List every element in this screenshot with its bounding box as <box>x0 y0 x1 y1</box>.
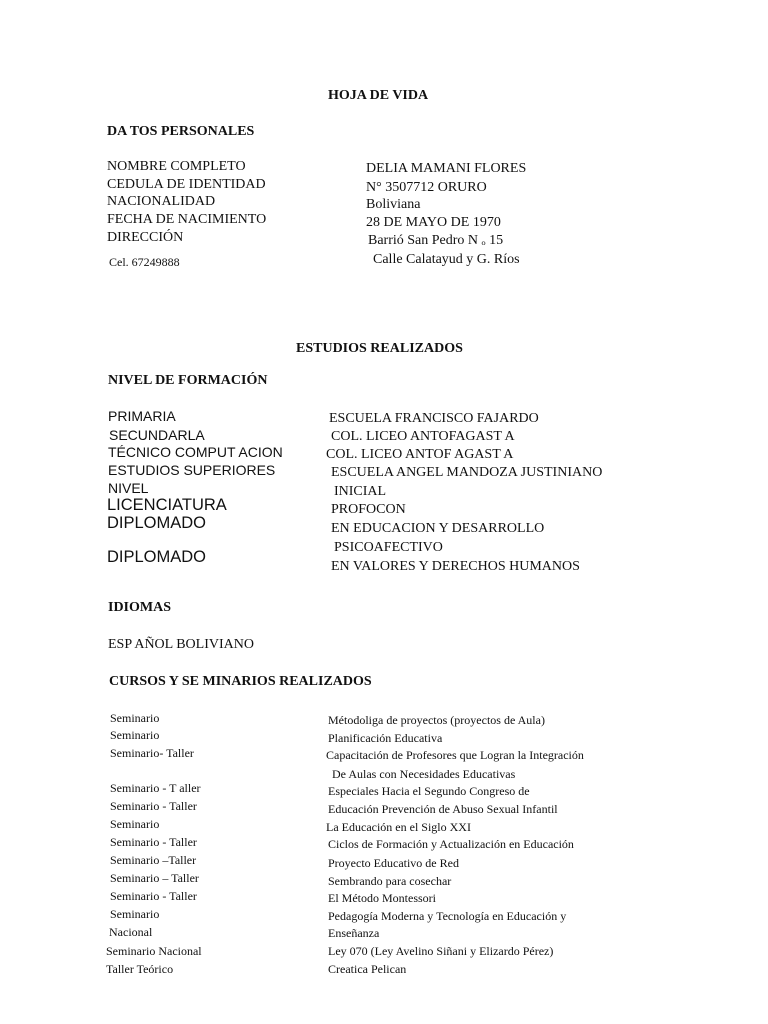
course-topic: Especiales Hacia el Segundo Congreso de <box>328 784 530 798</box>
level-item: ESTUDIOS SUPERIORES <box>108 462 276 478</box>
institution-item: PROFOCON <box>331 502 406 517</box>
label-nombre: NOMBRE COMPLETO <box>107 159 246 174</box>
course-type: Seminario Nacional <box>106 944 202 958</box>
value-direccion-1: Barrió San Pedro N ₒ 15 <box>368 233 504 248</box>
course-topic: De Aulas con Necesidades Educativas <box>332 767 516 781</box>
level-item: SECUNDARLA <box>109 427 205 443</box>
institution-item: ESCUELA ANGEL MANDOZA JUSTINIANO <box>331 465 603 480</box>
personal-heading: DA TOS PERSONALES <box>107 124 255 139</box>
course-type: Seminario <box>110 817 160 831</box>
course-topic: Métodoliga de proyectos (proyectos de Aula) <box>328 713 545 727</box>
studies-heading: ESTUDIOS REALIZADOS <box>296 341 463 356</box>
institution-item: EN VALORES Y DERECHOS HUMANOS <box>331 559 580 574</box>
course-type: Seminario – Taller <box>110 871 199 885</box>
value-fecha: 28 DE MAYO DE 1970 <box>366 215 501 230</box>
label-fecha: FECHA DE NACIMIENTO <box>107 212 267 227</box>
course-topic: Planificación Educativa <box>328 731 443 745</box>
level-item: TÉCNICO COMPUT ACION <box>108 444 283 460</box>
label-direccion: DIRECCIÓN <box>107 230 184 245</box>
level-item: NIVEL <box>108 480 149 496</box>
course-topic: Ley 070 (Ley Avelino Siñani y Elizardo Pérez) <box>328 944 554 958</box>
institution-item: PSICOAFECTIVO <box>334 540 443 555</box>
course-topic: Capacitación de Profesores que Logran la Integración <box>326 748 584 762</box>
course-topic: Creatica Pelican <box>328 962 407 976</box>
course-type: Seminario <box>110 711 160 725</box>
level-item: PRIMARIA <box>108 408 176 424</box>
value-nacionalidad: Boliviana <box>366 197 421 212</box>
course-topic: El Método Montessori <box>328 891 436 905</box>
course-topic: Sembrando para cosechar <box>328 874 452 888</box>
course-type: Seminario <box>110 907 160 921</box>
course-type: Seminario - Taller <box>110 835 197 849</box>
level-item: LICENCIATURA <box>107 496 227 514</box>
course-type: Taller Teórico <box>106 962 174 976</box>
level-item: DIPLOMADO <box>107 514 207 532</box>
institution-item: ESCUELA FRANCISCO FAJARDO <box>329 411 539 426</box>
course-type: Seminario –Taller <box>110 853 197 867</box>
value-cedula: N° 3507712 ORURO <box>366 180 487 195</box>
institution-item: EN EDUCACION Y DESARROLLO <box>331 521 545 536</box>
course-topic: Pedagogía Moderna y Tecnología en Educación y <box>328 909 567 923</box>
institution-item: INICIAL <box>334 484 387 499</box>
course-type: Seminario- Taller <box>110 746 194 760</box>
value-direccion-2: Calle Calatayud y G. Ríos <box>373 252 520 267</box>
course-type: Seminario <box>110 728 160 742</box>
institution-item: COL. LICEO ANTOF AGAST A <box>326 447 514 462</box>
studies-subheading: NIVEL DE FORMACIÓN <box>108 373 268 388</box>
label-cedula: CEDULA DE IDENTIDAD <box>107 177 266 192</box>
course-type: Seminario - T aller <box>110 781 201 795</box>
course-topic: Enseñanza <box>328 926 380 940</box>
courses-heading: CURSOS Y SE MINARIOS REALIZADOS <box>109 674 372 689</box>
course-type: Seminario - Taller <box>110 799 197 813</box>
value-nombre: DELIA MAMANI FLORES <box>366 161 527 176</box>
course-type: Nacional <box>109 925 153 939</box>
label-nacionalidad: NACIONALIDAD <box>107 194 216 209</box>
languages-value: ESP AÑOL BOLIVIANO <box>108 637 254 652</box>
institution-item: COL. LICEO ANTOFAGAST A <box>331 429 515 444</box>
course-topic: Ciclos de Formación y Actualización en Educación <box>328 837 574 851</box>
course-topic: La Educación en el Siglo XXI <box>326 820 471 834</box>
languages-heading: IDIOMAS <box>108 600 172 615</box>
course-topic: Educación Prevención de Abuso Sexual Infantil <box>328 802 558 816</box>
course-type: Seminario - Taller <box>110 889 197 903</box>
label-cel: Cel. 67249888 <box>109 255 180 269</box>
course-topic: Proyecto Educativo de Red <box>328 856 459 870</box>
page-title: HOJA DE VIDA <box>328 88 429 103</box>
level-item: DIPLOMADO <box>107 548 207 566</box>
